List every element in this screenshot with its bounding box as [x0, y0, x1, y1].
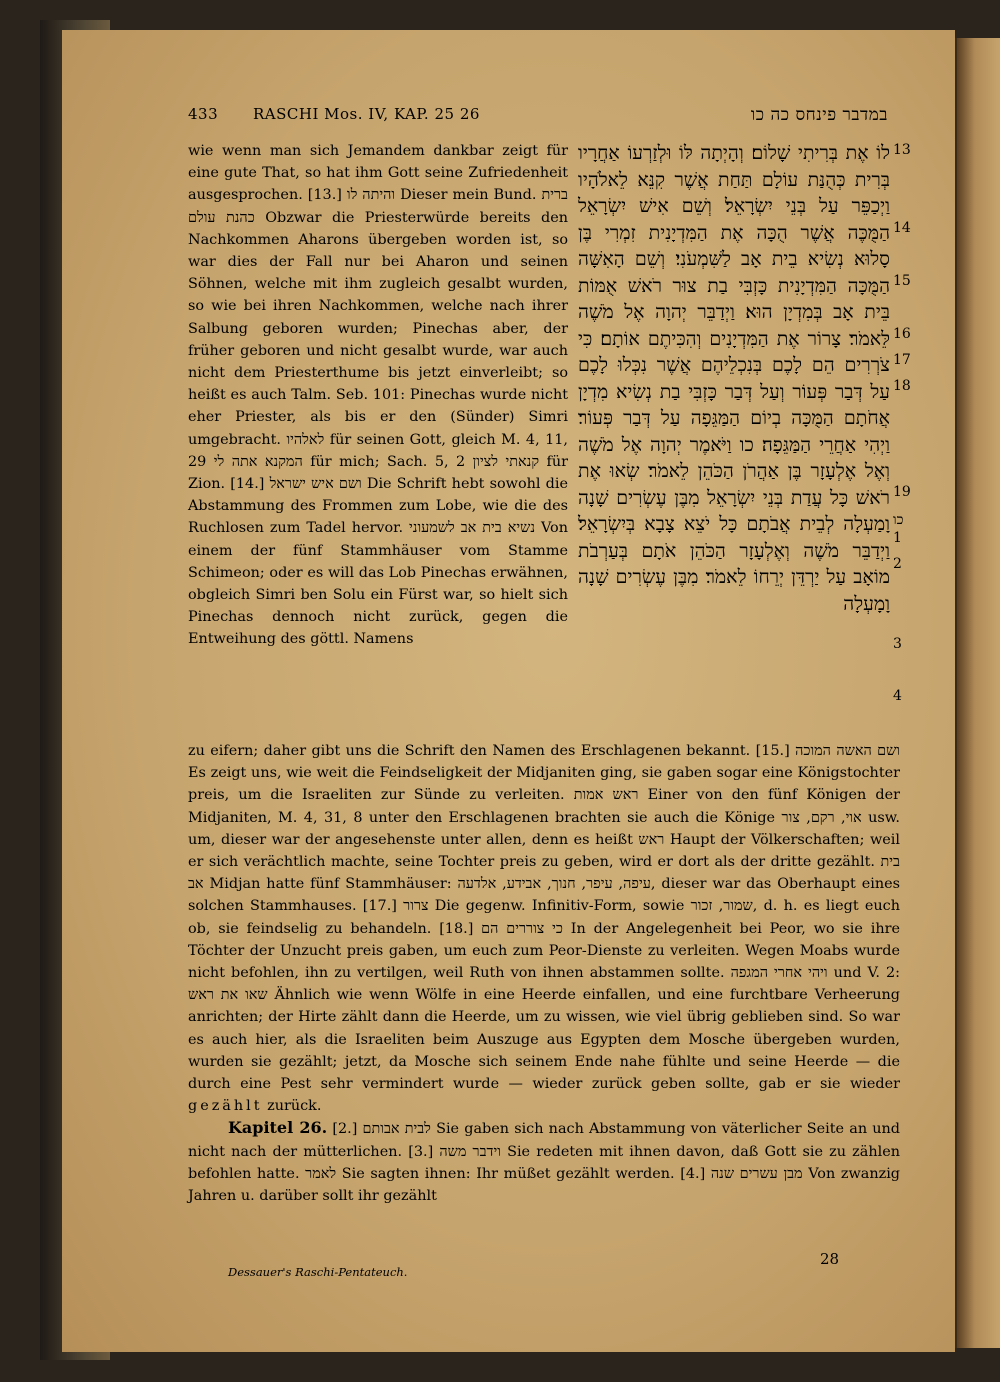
- chapter-26-commentary: [188, 1117, 900, 1207]
- chapter-26-text: [2.] לבית אבותם Sie gaben sich nach Abstammung von väterlicher Seite an und nicht nach der mütterlichen. [3.] וידבר משה Sie redeten mit ihnen davon, daß Gott sie zu zählen befohlen hatte. לאמר Sie sagten ihnen: Ihr müßet gezählt werden. [4.] מבן עשרים שנה Von zwanzig Jahren u. darüber sollt ihr gezählt: [188, 1121, 901, 1205]
- verse-number: 17: [893, 352, 911, 368]
- facing-page-edge: [955, 38, 1000, 1348]
- verse-number: 16: [893, 326, 911, 342]
- page-header: [188, 105, 888, 131]
- chapter-number: כו: [893, 512, 904, 528]
- verse-number: 13: [893, 142, 911, 158]
- verse-number: 3: [893, 636, 902, 652]
- spaced-word: gezählt: [188, 1098, 263, 1115]
- hebrew-text-column: [578, 140, 890, 710]
- verse-number: 15: [893, 273, 911, 289]
- hebrew-verses: לוֹ אֶת בְּרִיתִי שָׁלוֹם׃ וְהָיְתָה לּוֹ וּלְזַרְעוֹ אַחֲרָיו בְּרִית כְּהֻנַּת עוֹלָם תַּחַת אֲשֶׁר קִנֵּא לֵאלֹהָיו וַיְכַפֵּר עַל בְּנֵי יִשְׂרָאֵל׃ וְשֵׁם אִישׁ יִשְׂרָאֵל הַמֻּכֶּה אֲשֶׁר הֻכָּה אֶת הַמִּדְיָנִית זִמְרִי בֶּן סָלוּא נְשִׂיא בֵית אָב לַשִּׁמְעֹנִי׃ וְשֵׁם הָאִשָּׁה הַמֻּכָּה הַמִּדְיָנִית כָּזְבִּי בַת צוּר רֹאשׁ אֻמּוֹת בֵּית אָב בְּמִדְיָן הוּא׃ וַיְדַבֵּר יְהוָה אֶל מֹשֶׁה לֵּאמֹר׃ צָרוֹר אֶת הַמִּדְיָנִים וְהִכִּיתֶם אוֹתָם׃ כִּי צֹרְרִים הֵם לָכֶם בְּנִכְלֵיהֶם אֲשֶׁר נִכְּלוּ לָכֶם עַל דְּבַר פְּעוֹר וְעַל דְּבַר כָּזְבִּי בַת נְשִׂיא מִדְיָן אֲחֹתָם הַמֻּכָּה בְיוֹם הַמַּגֵּפָה עַל דְּבַר פְּעוֹר׃ וַיְהִי אַחֲרֵי הַמַּגֵּפָה׃ כו וַיֹּאמֶר יְהוָה אֶל מֹשֶׁה וְאֶל אֶלְעָזָר בֶּן אַהֲרֹן הַכֹּהֵן לֵאמֹר׃ שְׂאוּ אֶת רֹאשׁ כָּל עֲדַת בְּנֵי יִשְׂרָאֵל מִבֶּן עֶשְׂרִים שָׁנָה וָמַעְלָה לְבֵית אֲבֹתָם כָּל יֹצֵא צָבָא בְּיִשְׂרָאֵל׃ וַיְדַבֵּר מֹשֶׁה וְאֶלְעָזָר הַכֹּהֵן אֹתָם בְּעַרְבֹת מוֹאָב עַל יַרְדֵּן יְרֵחוֹ לֵאמֹר׃ מִבֶּן עֶשְׂרִים שָׁנָה וָמָעְלָה: [578, 142, 890, 615]
- commentary-continuation: [188, 740, 900, 1117]
- verse-number: 4: [893, 688, 902, 704]
- commentary-column: [188, 140, 568, 740]
- kapitel-heading: Kapitel 26.: [228, 1118, 328, 1138]
- commentary-text: wie wenn man sich Jemandem dankbar zeigt für eine gute That, so hat ihm Gott seine Zufriedenheit ausgesprochen. [13.] והיתה לו Dieser mein Bund. ברית כהנת עולם Obzwar die Priesterwürde bereits den Nachkommen Aharons übergeben worden ist, so war dies der Fall nur bei Aharon und seinen Söhnen, welche mit ihm zugleich gesalbt wurden, so wie bei ihren Nachkommen, welche nach ihrer Salbung geboren wurden; Pinechas aber, der früher geboren und nicht gesalbt wurde, war auch nicht dem Priesterthume bis jetzt einverleibt; so heißt es auch Talm. Seb. 101: Pinechas wurde nicht eher Priester, als bis er den (Sünder) Simri umgebracht. לאלהיו für seinen Gott, gleich M. 4, 11, 29 המקנא אתה לי für mich; Sach. 5, 2 קנאתי לציון für Zion. [14.] ושם איש ישראל Die Schrift hebt sowohl die Abstammung des Frommen zum Lobe, wie die des Ruchlosen zum Tadel hervor. נשיא בית אב לשמעוני Von einem der fünf Stammhäuser vom Stamme Schimeon; oder es will das Lob Pinechas erwähnen, obgleich Simri ben Solu ein Fürst war, so hielt sich Pinechas dennoch nicht zurück, gegen die Entweihung des göttl. Namens: [188, 143, 569, 648]
- running-title: RASCHI Mos. IV, KAP. 25 26: [253, 105, 480, 123]
- commentary-text-2: zu eifern; daher gibt uns die Schrift den Namen des Erschlagenen bekannt. [15.] ושם האשה המוכה Es zeigt uns, wie weit die Feindseligkeit der Midjaniten ging, sie gaben sogar eine Königstochter preis, um die Israeliten zur Sünde zu verleiten. ראש אמות Einer von den fünf Königen der Midjaniten, M. 4, 31, 8 unter den Erschlagenen brachten sie auch die Könige אוי, רקם, צור usw. um, dieser war der angesehenste unter allen, denn es heißt ראש Haupt der Völkerschaften; weil er sich verächtlich machte, seine Tochter preis zu geben, wird er dort als der dritte gezählt. בית אב Midjan hatte fünf Stammhäuser: עיפה, עיפר, חנוך, אבידע, אלדעה, dieser war das Oberhaupt eines solchen Stammhauses. [17.] צרור Die gegenw. Infinitiv-Form, sowie שמור, זכור, d. h. es liegt euch ob, sie feindselig zu behandeln. [18.] כי צוררים הם In der Angelegenheit bei Peor, wo sie ihre Töchter der Unzucht preis gaben, um euch zum Peor-Dienste zu verleiten. Wegen Moabs wurde nicht befohlen, ihn zu vertilgen, weil Ruth von ihnen abstammen sollte. ויהי אחרי המגפה und V. 2: שאו את ראש Ähnlich wie wenn Wölfe in eine Heerde einfallen, und eine furchtbare Verheerung anrichten; der Hirte zählt dann die Heerde, um zu wissen, wie viel übrig geblieben sind. So war es auch hier, als die Israeliten beim Auszuge aus Egypten dem Mosche übergeben wurden, wurden sie gezählt; jetzt, da Mosche sich seinem Ende nahe fühlte und seine Heerde — die durch eine Pest sehr vermindert wurde — wieder zurück geben sollte, gab er sie wieder: [188, 743, 901, 1093]
- commentary-full-width: [188, 740, 900, 1240]
- verse-number: 14: [893, 220, 911, 236]
- commentary-end: zurück.: [262, 1098, 322, 1115]
- verse-numbers: [893, 140, 923, 730]
- sheet-number: 28: [820, 1250, 840, 1268]
- verse-number: 19: [893, 484, 911, 500]
- hebrew-running-title: במדבר פינחס כה כו: [750, 105, 888, 125]
- verse-number: 1: [893, 530, 902, 546]
- verse-number: 2: [893, 556, 902, 572]
- verse-number: 18: [893, 378, 911, 394]
- page-number: 433: [188, 105, 219, 123]
- printer-signature: Dessauer's Raschi-Pentateuch.: [228, 1265, 408, 1279]
